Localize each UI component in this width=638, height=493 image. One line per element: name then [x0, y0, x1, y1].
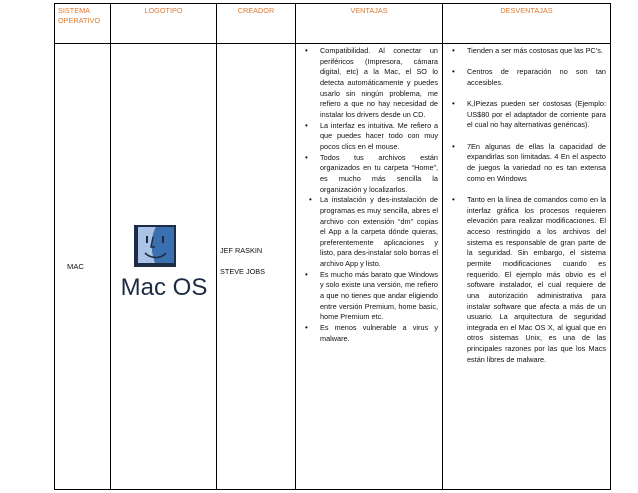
header-creator: CREADOR [217, 4, 296, 44]
header-os: SISTEMA OPERATIVO [55, 4, 111, 44]
list-item: • La interfaz es intuitiva. Me refiero a que puedes hacer todo con muy pocos clics en el mouse. [296, 121, 438, 153]
creator-2: STEVE JOBS [220, 266, 266, 276]
list-item: • K,lPiezas pueden ser costosas (Ejemplo: US$80 por el adaptador de corriente para el cual no hay alternativas genéricas). [443, 99, 606, 131]
table-row [55, 44, 611, 490]
list-item: • Tienden a ser más costosas que las PC’s. [443, 46, 606, 57]
os-name-cell [55, 44, 111, 490]
pros-list [296, 44, 442, 344]
list-item: • Todos tus archivos están organizados en tu carpeta “Home”, es mucho más sencilla la organización y localizarlos. [296, 153, 438, 196]
list-item: • Es menos vulnerable a virus y malware. [296, 323, 438, 344]
header-cons: DESVENTAJAS [443, 4, 611, 44]
cons-list [443, 44, 610, 365]
logo-cell [111, 44, 217, 490]
pros-cell [296, 44, 443, 490]
list-item: • Compatibilidad. Al conectar un periféricos (Impresora, cámara digital, etc) a la Mac, el SO lo detecta automáticamente y puedes usarlo sin ningún problema, me refiero a que no hay necesidad de instalar los drivers desde un CD. [296, 46, 438, 121]
header-pros: VENTAJAS [296, 4, 443, 44]
header-row [55, 4, 611, 44]
os-name: MAC [67, 262, 84, 271]
os-comparison-table [54, 3, 611, 490]
list-item: • Centros de reparación no son tan accesibles. [443, 67, 606, 88]
list-item: • La instalación y des-instalación de programas es muy sencilla, abres el archivo con extensión “dm” copias el App a la carpeta dónde quieras, preferentemente aplicaciones y listo, para des-instalar solo borras el archivo App y listo. [296, 195, 438, 270]
creator-cell [217, 44, 296, 490]
cons-cell [443, 44, 611, 490]
logo-text: Mac OS [120, 274, 207, 301]
list-item: • Tanto en la línea de comandos como en la interfaz gráfica los procesos requieren elevación para realizar modificaciones. El acceso restringido a los archivos del sistema es responsable de gran parte de la seguridad. Sin embargo, el sistema permite modificaciones cuando es requerido. El ejemplo más obvio es el software instalador, el cual requiere de una autorización administrativa para instalar software que afecta a más de un usuario. La arquitectura de seguridad integrada en el Mac OS X, al igual que en otros sistemas Unix, es una de las principales razones por las que los Macs están libres de malware. [443, 195, 606, 366]
list-item: • 7En algunas de ellas la capacidad de expandirlas son limitadas. 4 En el aspecto de juegos la variedad no es tan extensa como en Windows [443, 142, 606, 185]
mac-os-logo [118, 223, 210, 305]
header-logo: LOGOTIPO [111, 4, 217, 44]
list-item: • Es mucho más barato que Windows y solo existe una versión, me refiero a que no tienes que andar eligiendo entre versión Premium, home basic, home Premium etc. [296, 270, 438, 323]
creator-1: JEF RASKIN [220, 245, 263, 255]
